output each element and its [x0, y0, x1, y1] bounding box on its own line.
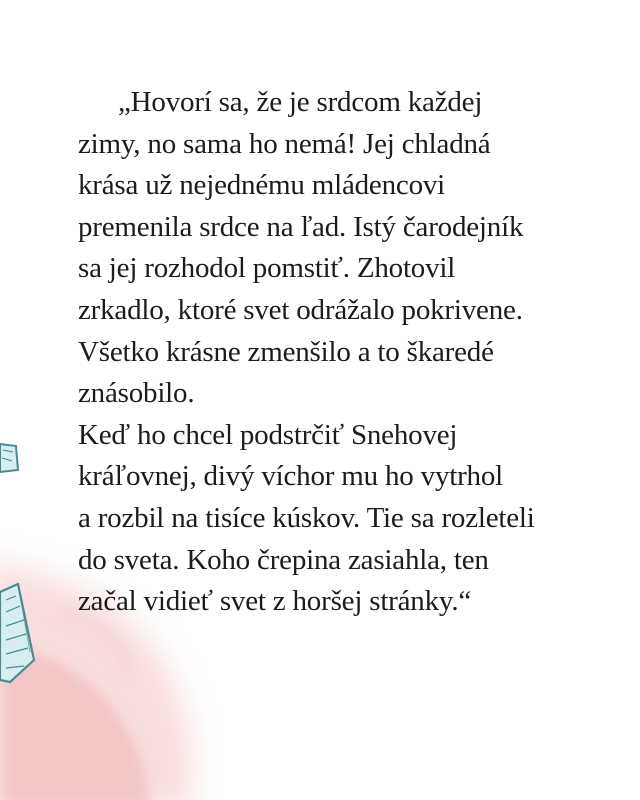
- story-line: znásobilo.: [78, 377, 195, 410]
- story-line: kráľovnej, divý víchor mu ho vytrhol: [78, 460, 504, 493]
- story-line: a rozbil na tisíce kúskov. Tie sa rozleteli: [78, 501, 535, 534]
- story-line: Keď ho chcel podstrčiť Snehovej: [78, 418, 458, 451]
- story-line: Všetko krásne zmenšilo a to škaredé: [78, 335, 494, 368]
- story-line: začal vidieť svet z horšej stránky.“: [78, 585, 472, 618]
- story-line: do sveta. Koho črepina zasiahla, ten: [78, 543, 489, 576]
- mirror-shard-icon: [0, 444, 18, 472]
- story-line: zimy, no sama ho nemá! Jej chladná: [78, 127, 491, 160]
- story-line: premenila srdce na ľad. Istý čarodejník: [78, 210, 524, 243]
- story-text: [78, 82, 608, 623]
- story-line: krása už nejednému mládencovi: [78, 169, 446, 202]
- story-line: „Hovorí sa, že je srdcom každej: [118, 86, 483, 118]
- story-line: sa jej rozhodol pomstiť. Zhotovil: [78, 252, 456, 285]
- story-line: zrkadlo, ktoré svet odrážalo pokrivene.: [78, 293, 523, 326]
